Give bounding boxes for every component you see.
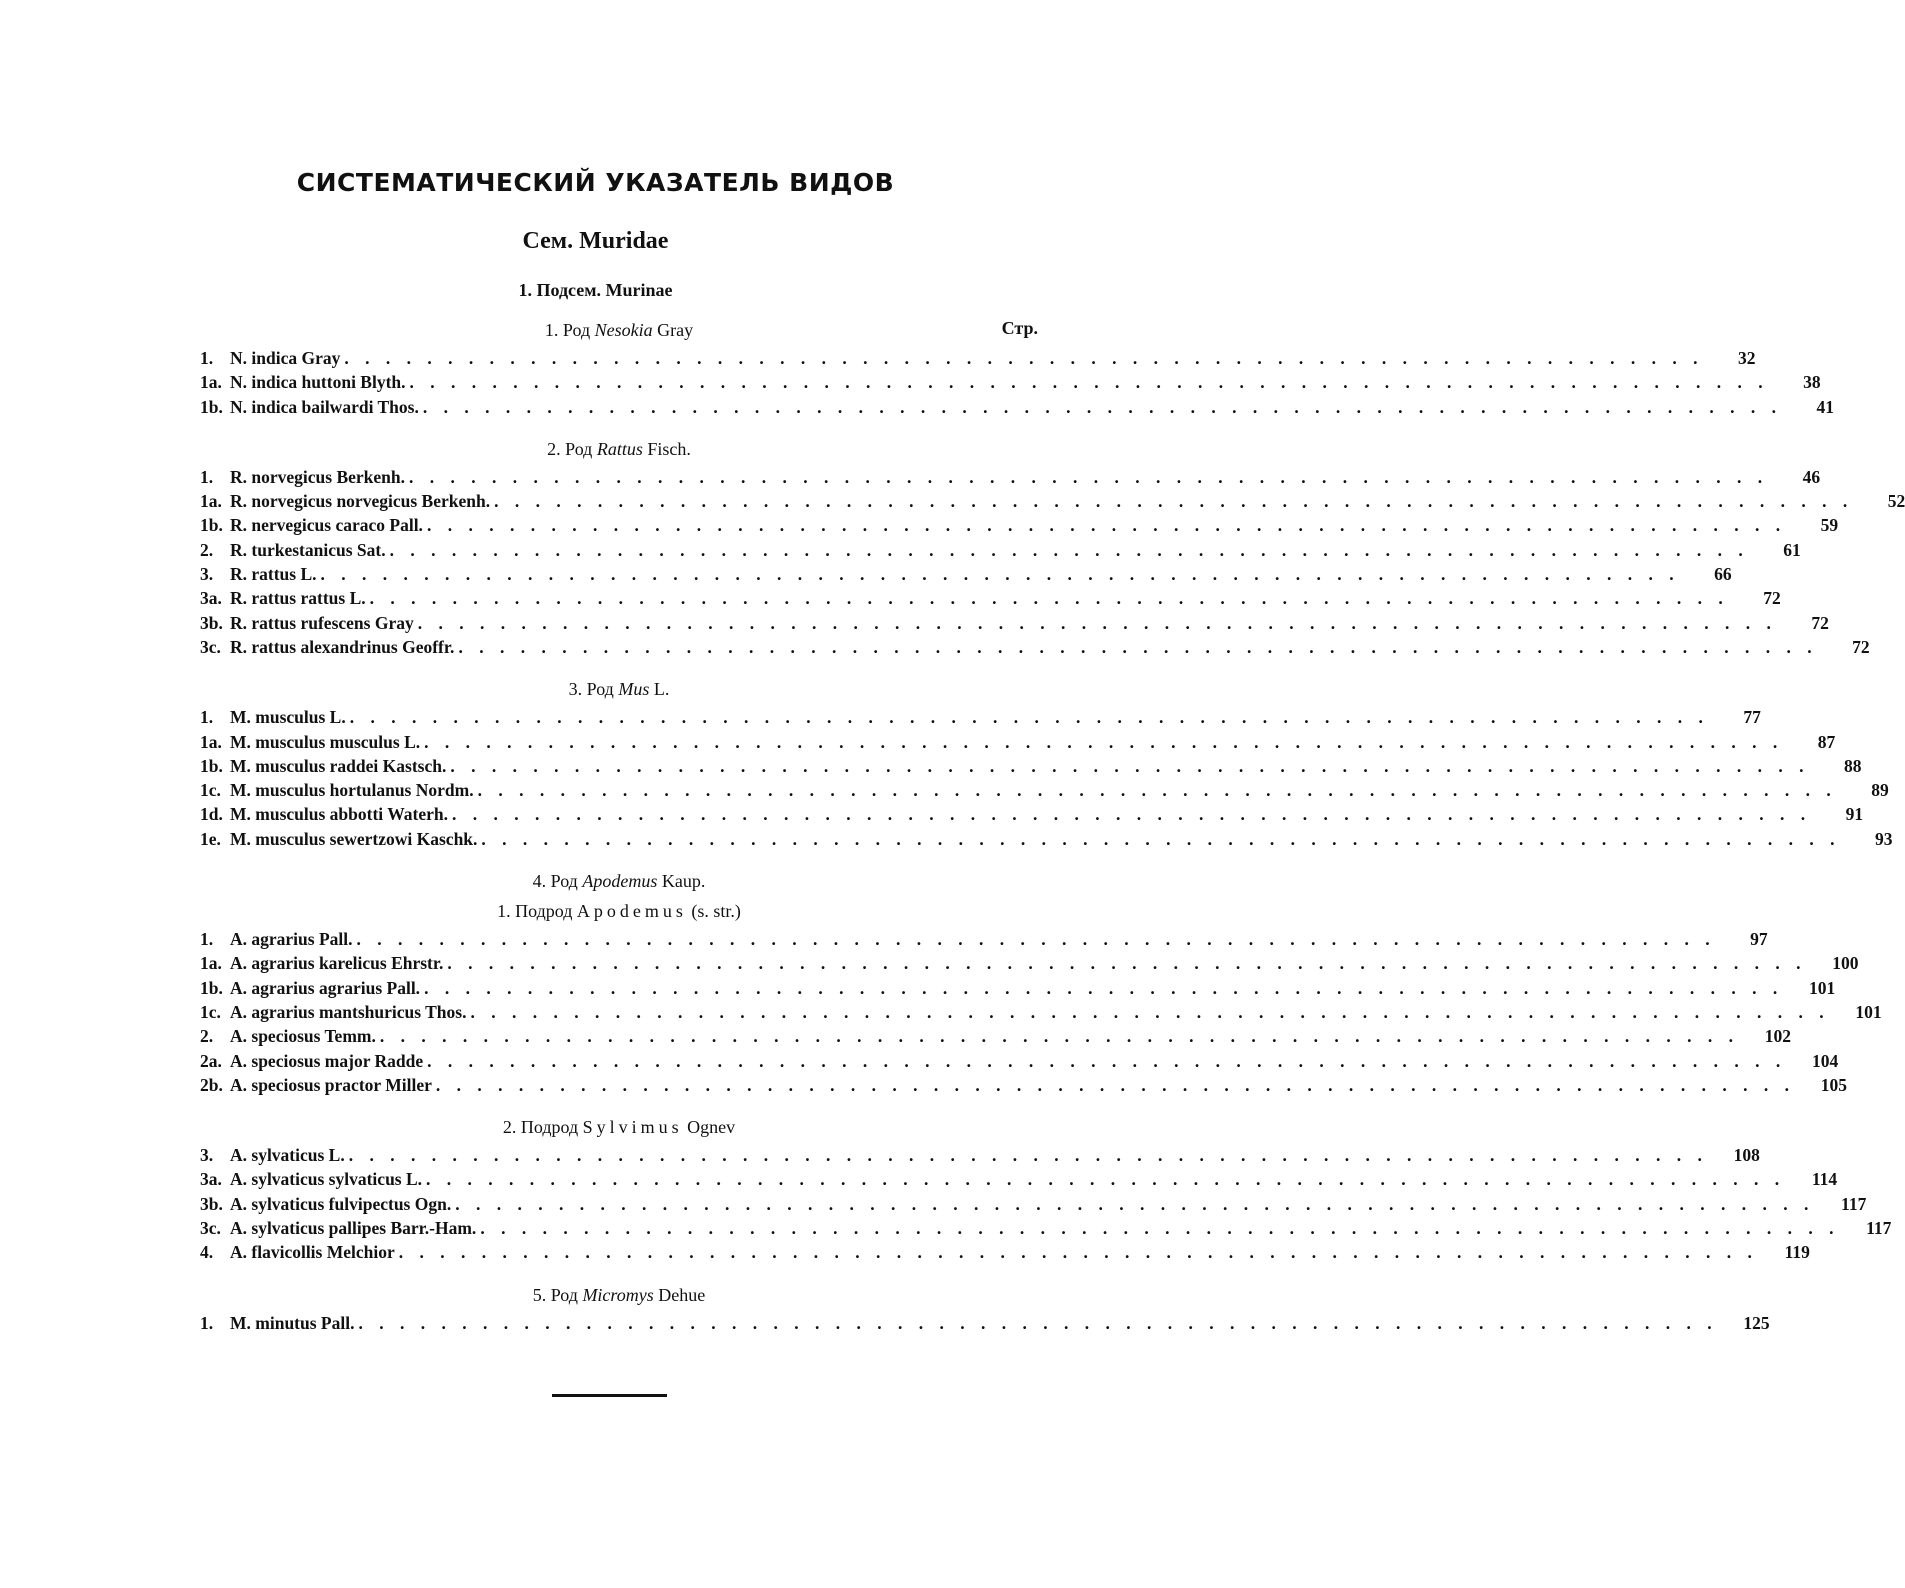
subgenus-heading bbox=[200, 899, 1038, 923]
species-name: A. agrarius agrarius Pall. bbox=[230, 977, 421, 998]
genus-heading bbox=[200, 1283, 1038, 1307]
species-name: M. musculus raddei Kastsch. bbox=[230, 755, 447, 776]
entry-number: 1. bbox=[200, 1312, 214, 1333]
dot-leader: . . . . . . . . . . . . . . . . . . . . . . . . . . . . . . . . . . . . . . . . . . . . . . . . . . . . . . . . . . . . . . . . . . bbox=[344, 348, 1704, 368]
dot-leader: . . . . . . . . . . . . . . . . . . . . . . . . . . . . . . . . . . . . . . . . . . . . . . . . . . . . . . . . . . . . . . . . . . bbox=[424, 977, 1784, 998]
page-number: 102 bbox=[1764, 1026, 1791, 1047]
species-name: A. sylvaticus fulvipectus Ogn. bbox=[230, 1193, 452, 1214]
page-number: 72 bbox=[1852, 636, 1870, 657]
genus-name: Micromys bbox=[582, 1284, 654, 1305]
dot-leader: . . . . . . . . . . . . . . . . . . . . . . . . . . . . . . . . . . . . . . . . . . . . . . . . . . . . . . . . . . . . . . . . . . bbox=[450, 755, 1810, 776]
species-name: M. minutus Pall. bbox=[230, 1312, 355, 1333]
entry-number: 1b. bbox=[200, 396, 223, 417]
page-number: 89 bbox=[1871, 780, 1889, 801]
dot-leader: . . . . . . . . . . . . . . . . . . . . . . . . . . . . . . . . . . . . . . . . . . . . . . . . . . . . . . . . . . . . . . . . . . bbox=[477, 780, 1837, 801]
species-name: A. speciosus Temm. bbox=[230, 1026, 376, 1047]
page-number: 101 bbox=[1808, 977, 1836, 998]
genus-name: Nesokia bbox=[594, 320, 653, 340]
page-number: 72 bbox=[1763, 588, 1781, 609]
index-entry bbox=[200, 755, 1862, 780]
entry-number: 1e. bbox=[200, 828, 221, 849]
page-number: 66 bbox=[1714, 564, 1732, 585]
dot-leader: . . . . . . . . . . . . . . . . . . . . . . . . . . . . . . . . . . . . . . . . . . . . . . . . . . . . . . . . . . . . . . . . . . bbox=[481, 828, 1841, 849]
subfamily-name: Murinae bbox=[605, 280, 673, 300]
page-number: 117 bbox=[1841, 1193, 1867, 1214]
species-name: A. speciosus practor Miller bbox=[230, 1074, 432, 1095]
index-entry bbox=[200, 1026, 1791, 1050]
entry-number: 1c. bbox=[200, 780, 221, 801]
dot-leader: . . . . . . . . . . . . . . . . . . . . . . . . . . . . . . . . . . . . . . . . . . . . . . . . . . . . . . . . . . . . . . . . . . bbox=[417, 612, 1777, 633]
subfamily-prefix: 1. Подсем. bbox=[518, 280, 602, 300]
heading-prefix: 1. Подрод bbox=[497, 901, 573, 922]
entry-number: 1. bbox=[200, 466, 214, 487]
dot-leader: . . . . . . . . . . . . . . . . . . . . . . . . . . . . . . . . . . . . . . . . . . . . . . . . . . . . . . . . . . . . . . . . . . bbox=[447, 953, 1807, 974]
dot-leader: . . . . . . . . . . . . . . . . . . . . . . . . . . . . . . . . . . . . . . . . . . . . . . . . . . . . . . . . . . . . . . . . . . bbox=[470, 1001, 1830, 1022]
heading-author: Fisch. bbox=[647, 438, 691, 459]
page-number: 114 bbox=[1811, 1169, 1838, 1190]
page-number: 119 bbox=[1784, 1242, 1810, 1263]
end-rule bbox=[552, 1394, 667, 1397]
family-name: Muridae bbox=[579, 228, 669, 254]
index-entry bbox=[200, 466, 1821, 491]
species-name: R. rattus alexandrinus Geoffr. bbox=[230, 636, 455, 657]
page-title: СИСТЕМАТИЧЕСКИЙ УКАЗАТЕЛЬ ВИДОВ bbox=[296, 168, 895, 197]
entry-number: 2a. bbox=[200, 1050, 222, 1071]
heading-author: (s. str.) bbox=[691, 901, 741, 922]
dot-leader: . . . . . . . . . . . . . . . . . . . . . . . . . . . . . . . . . . . . . . . . . . . . . . . . . . . . . . . . . . . . . . . . . . bbox=[356, 929, 1716, 950]
genus-heading bbox=[200, 318, 1038, 342]
entry-number: 3b. bbox=[200, 612, 223, 633]
page-number: 38 bbox=[1803, 372, 1821, 393]
dot-leader: . . . . . . . . . . . . . . . . . . . . . . . . . . . . . . . . . . . . . . . . . . . . . . . . . . . . . . . . . . . . . . . . . . bbox=[409, 466, 1769, 487]
dot-leader: . . . . . . . . . . . . . . . . . . . . . . . . . . . . . . . . . . . . . . . . . . . . . . . . . . . . . . . . . . . . . . . . . . bbox=[480, 1218, 1840, 1239]
page-number: 125 bbox=[1743, 1312, 1770, 1333]
entry-number: 2b. bbox=[200, 1074, 223, 1095]
entry-number: 3c. bbox=[200, 1218, 221, 1239]
entry-number: 3c. bbox=[200, 636, 221, 657]
page-number: 59 bbox=[1820, 515, 1839, 536]
page-number: 104 bbox=[1812, 1050, 1839, 1071]
species-name: N. indica Gray bbox=[230, 348, 341, 368]
species-name: A. agrarius karelicus Ehrstr. bbox=[230, 953, 444, 974]
entry-number: 4. bbox=[200, 1242, 214, 1263]
page-number: 77 bbox=[1743, 707, 1761, 728]
subgenus-heading bbox=[200, 1115, 1038, 1139]
first-heading-row bbox=[200, 318, 1038, 342]
dot-leader: . . . . . . . . . . . . . . . . . . . . . . . . . . . . . . . . . . . . . . . . . . . . . . . . . . . . . . . . . . . . . . . . . . bbox=[398, 1242, 1758, 1263]
genus-name: Apodemus bbox=[582, 871, 658, 892]
heading-author: Kaup. bbox=[661, 871, 706, 892]
dot-leader: . . . . . . . . . . . . . . . . . . . . . . . . . . . . . . . . . . . . . . . . . . . . . . . . . . . . . . . . . . . . . . . . . . bbox=[424, 731, 1784, 752]
page-number: 87 bbox=[1817, 731, 1836, 752]
dot-leader: . . . . . . . . . . . . . . . . . . . . . . . . . . . . . . . . . . . . . . . . . . . . . . . . . . . . . . . . . . . . . . . . . . bbox=[409, 372, 1769, 393]
index-entry bbox=[200, 731, 1836, 756]
species-name: R. norvegicus norvegicus Berkenh. bbox=[230, 491, 491, 512]
index-entry bbox=[200, 707, 1761, 731]
entry-number: 1b. bbox=[200, 515, 223, 536]
index-entry bbox=[200, 372, 1821, 396]
page-number: 105 bbox=[1820, 1074, 1847, 1095]
page-number: 91 bbox=[1845, 804, 1864, 825]
page-number: 41 bbox=[1816, 396, 1834, 417]
entry-number: 1a. bbox=[200, 731, 222, 752]
page-number: 61 bbox=[1783, 539, 1801, 560]
species-name: R. rattus rattus L. bbox=[230, 588, 366, 609]
entry-number: 1a. bbox=[200, 372, 222, 393]
index-entry bbox=[200, 348, 1756, 372]
entry-number: 3. bbox=[200, 564, 214, 585]
heading-author: Dehue bbox=[658, 1284, 706, 1305]
species-name: M. musculus sewertzowi Kaschk. bbox=[230, 828, 478, 849]
index-entry bbox=[200, 1074, 1847, 1099]
index-entry bbox=[200, 636, 1870, 661]
species-index bbox=[200, 318, 1905, 1337]
genus-name: Rattus bbox=[596, 438, 643, 459]
dot-leader: . . . . . . . . . . . . . . . . . . . . . . . . . . . . . . . . . . . . . . . . . . . . . . . . . . . . . . . . . . . . . . . . . . bbox=[349, 707, 1709, 728]
dot-leader: . . . . . . . . . . . . . . . . . . . . . . . . . . . . . . . . . . . . . . . . . . . . . . . . . . . . . . . . . . . . . . . . . . bbox=[458, 636, 1818, 657]
dot-leader: . . . . . . . . . . . . . . . . . . . . . . . . . . . . . . . . . . . . . . . . . . . . . . . . . . . . . . . . . . . . . . . . . . bbox=[348, 1145, 1708, 1166]
genus-heading bbox=[200, 869, 1038, 893]
family-prefix: Сем. bbox=[522, 228, 574, 254]
species-name: A. sylvaticus sylvaticus L. bbox=[230, 1169, 423, 1190]
species-name: N. indica bailwardi Thos. bbox=[230, 396, 419, 417]
species-name: R. nervegicus caraco Pall. bbox=[230, 515, 423, 536]
entry-number: 2. bbox=[200, 1026, 214, 1047]
species-name: A. agrarius Pall. bbox=[230, 929, 353, 950]
dot-leader: . . . . . . . . . . . . . . . . . . . . . . . . . . . . . . . . . . . . . . . . . . . . . . . . . . . . . . . . . . . . . . . . . . bbox=[494, 491, 1854, 512]
heading-prefix: 1. Род bbox=[544, 320, 591, 340]
index-entry bbox=[200, 804, 1864, 828]
page-number: 46 bbox=[1802, 466, 1821, 487]
entry-number: 1b. bbox=[200, 755, 223, 776]
entry-number: 3. bbox=[200, 1145, 214, 1166]
subgenus-name: Apodemus bbox=[576, 901, 687, 922]
index-entry bbox=[200, 612, 1829, 637]
page-number: 117 bbox=[1866, 1218, 1892, 1239]
page-number: 52 bbox=[1887, 491, 1905, 512]
entry-number: 1. bbox=[200, 929, 214, 950]
page-number: 101 bbox=[1855, 1001, 1882, 1022]
genus-heading bbox=[200, 677, 1038, 701]
species-name: M. musculus musculus L. bbox=[230, 731, 421, 752]
entry-number: 2. bbox=[200, 539, 214, 560]
index-entry bbox=[200, 1242, 1810, 1266]
heading-prefix: 2. Род bbox=[547, 438, 593, 459]
index-entry bbox=[200, 780, 1889, 804]
species-name: M. musculus L. bbox=[230, 707, 346, 728]
page-number: 88 bbox=[1843, 755, 1862, 776]
species-name: R. rattus rufescens Gray bbox=[230, 612, 414, 633]
index-entry bbox=[200, 1050, 1839, 1075]
page-number: 108 bbox=[1733, 1145, 1760, 1166]
dot-leader: . . . . . . . . . . . . . . . . . . . . . . . . . . . . . . . . . . . . . . . . . . . . . . . . . . . . . . . . . . . . . . . . . . bbox=[451, 804, 1812, 825]
species-name: A. sylvaticus L. bbox=[230, 1145, 345, 1166]
dot-leader: . . . . . . . . . . . . . . . . . . . . . . . . . . . . . . . . . . . . . . . . . . . . . . . . . . . . . . . . . . . . . . . . . . bbox=[427, 1050, 1787, 1071]
entry-number: 1a. bbox=[200, 953, 222, 974]
heading-prefix: 2. Подрод bbox=[502, 1117, 579, 1138]
genus-heading bbox=[200, 437, 1038, 461]
heading-author: L. bbox=[653, 679, 670, 700]
index-entry bbox=[200, 1218, 1892, 1242]
dot-leader: . . . . . . . . . . . . . . . . . . . . . . . . . . . . . . . . . . . . . . . . . . . . . . . . . . . . . . . . . . . . . . . . . . bbox=[369, 588, 1729, 609]
index-entry bbox=[200, 953, 1859, 977]
species-name: N. indica huttoni Blyth. bbox=[230, 372, 406, 393]
species-name: R. norvegicus Berkenh. bbox=[230, 466, 405, 487]
species-name: R. rattus L. bbox=[230, 564, 317, 585]
species-name: A. sylvaticus pallipes Barr.-Ham. bbox=[230, 1218, 477, 1239]
page-number: 100 bbox=[1832, 953, 1859, 974]
family-heading bbox=[0, 228, 1191, 255]
genus-name: Mus bbox=[618, 679, 650, 700]
index-entry bbox=[200, 1145, 1760, 1169]
heading-prefix: 5. Род bbox=[532, 1284, 578, 1305]
page-number: 93 bbox=[1875, 828, 1893, 849]
heading-prefix: 3. Род bbox=[568, 679, 614, 700]
index-entry bbox=[200, 539, 1801, 564]
subfamily-heading bbox=[0, 280, 1191, 301]
page-number: 72 bbox=[1811, 612, 1829, 633]
index-entry bbox=[200, 1169, 1838, 1193]
species-name: A. agrarius mantshuricus Thos. bbox=[230, 1001, 467, 1022]
index-entry bbox=[200, 588, 1781, 612]
species-name: R. turkestanicus Sat. bbox=[230, 539, 386, 560]
entry-number: 3b. bbox=[200, 1193, 223, 1214]
dot-leader: . . . . . . . . . . . . . . . . . . . . . . . . . . . . . . . . . . . . . . . . . . . . . . . . . . . . . . . . . . . . . . . . . . bbox=[426, 515, 1787, 536]
dot-leader: . . . . . . . . . . . . . . . . . . . . . . . . . . . . . . . . . . . . . . . . . . . . . . . . . . . . . . . . . . . . . . . . . . bbox=[320, 564, 1680, 585]
entry-number: 1. bbox=[200, 348, 214, 368]
index-entry bbox=[200, 396, 1834, 421]
dot-leader: . . . . . . . . . . . . . . . . . . . . . . . . . . . . . . . . . . . . . . . . . . . . . . . . . . . . . . . . . . . . . . . . . . bbox=[435, 1074, 1795, 1095]
heading-author: Ognev bbox=[687, 1117, 736, 1138]
index-entry bbox=[200, 515, 1839, 539]
index-entry bbox=[200, 491, 1905, 515]
dot-leader: . . . . . . . . . . . . . . . . . . . . . . . . . . . . . . . . . . . . . . . . . . . . . . . . . . . . . . . . . . . . . . . . . . bbox=[358, 1312, 1718, 1333]
species-name: M. musculus abbotti Waterh. bbox=[230, 804, 448, 825]
page-column-header: Стр. bbox=[1001, 318, 1038, 338]
entry-number: 1c. bbox=[200, 1001, 221, 1022]
dot-leader: . . . . . . . . . . . . . . . . . . . . . . . . . . . . . . . . . . . . . . . . . . . . . . . . . . . . . . . . . . . . . . . . . . bbox=[426, 1169, 1786, 1190]
dot-leader: . . . . . . . . . . . . . . . . . . . . . . . . . . . . . . . . . . . . . . . . . . . . . . . . . . . . . . . . . . . . . . . . . . bbox=[389, 539, 1749, 560]
entry-number: 1. bbox=[200, 707, 214, 728]
species-name: A. speciosus major Radde bbox=[230, 1050, 424, 1071]
dot-leader: . . . . . . . . . . . . . . . . . . . . . . . . . . . . . . . . . . . . . . . . . . . . . . . . . . . . . . . . . . . . . . . . . . bbox=[455, 1193, 1815, 1214]
index-entry bbox=[200, 564, 1732, 588]
entry-number: 1a. bbox=[200, 491, 222, 512]
species-name: M. musculus hortulanus Nordm. bbox=[230, 780, 474, 801]
heading-author: Gray bbox=[657, 320, 694, 340]
page-number: 32 bbox=[1737, 348, 1756, 368]
entry-number: 1b. bbox=[200, 977, 223, 998]
page-number: 97 bbox=[1750, 929, 1768, 950]
subgenus-name: Sylvimus bbox=[582, 1117, 683, 1138]
dot-leader: . . . . . . . . . . . . . . . . . . . . . . . . . . . . . . . . . . . . . . . . . . . . . . . . . . . . . . . . . . . . . . . . . . bbox=[422, 396, 1782, 417]
index-entry bbox=[200, 977, 1836, 1002]
index-entry bbox=[200, 1193, 1867, 1218]
entry-number: 3a. bbox=[200, 1169, 222, 1190]
index-entry bbox=[200, 1001, 1882, 1026]
dot-leader: . . . . . . . . . . . . . . . . . . . . . . . . . . . . . . . . . . . . . . . . . . . . . . . . . . . . . . . . . . . . . . . . . . bbox=[379, 1026, 1739, 1047]
index-entry bbox=[200, 929, 1768, 953]
index-entry bbox=[200, 1312, 1770, 1337]
entry-number: 3a. bbox=[200, 588, 222, 609]
entry-number: 1d. bbox=[200, 804, 223, 825]
heading-prefix: 4. Род bbox=[532, 871, 578, 892]
species-name: A. flavicollis Melchior bbox=[230, 1242, 395, 1263]
index-entry bbox=[200, 828, 1893, 853]
